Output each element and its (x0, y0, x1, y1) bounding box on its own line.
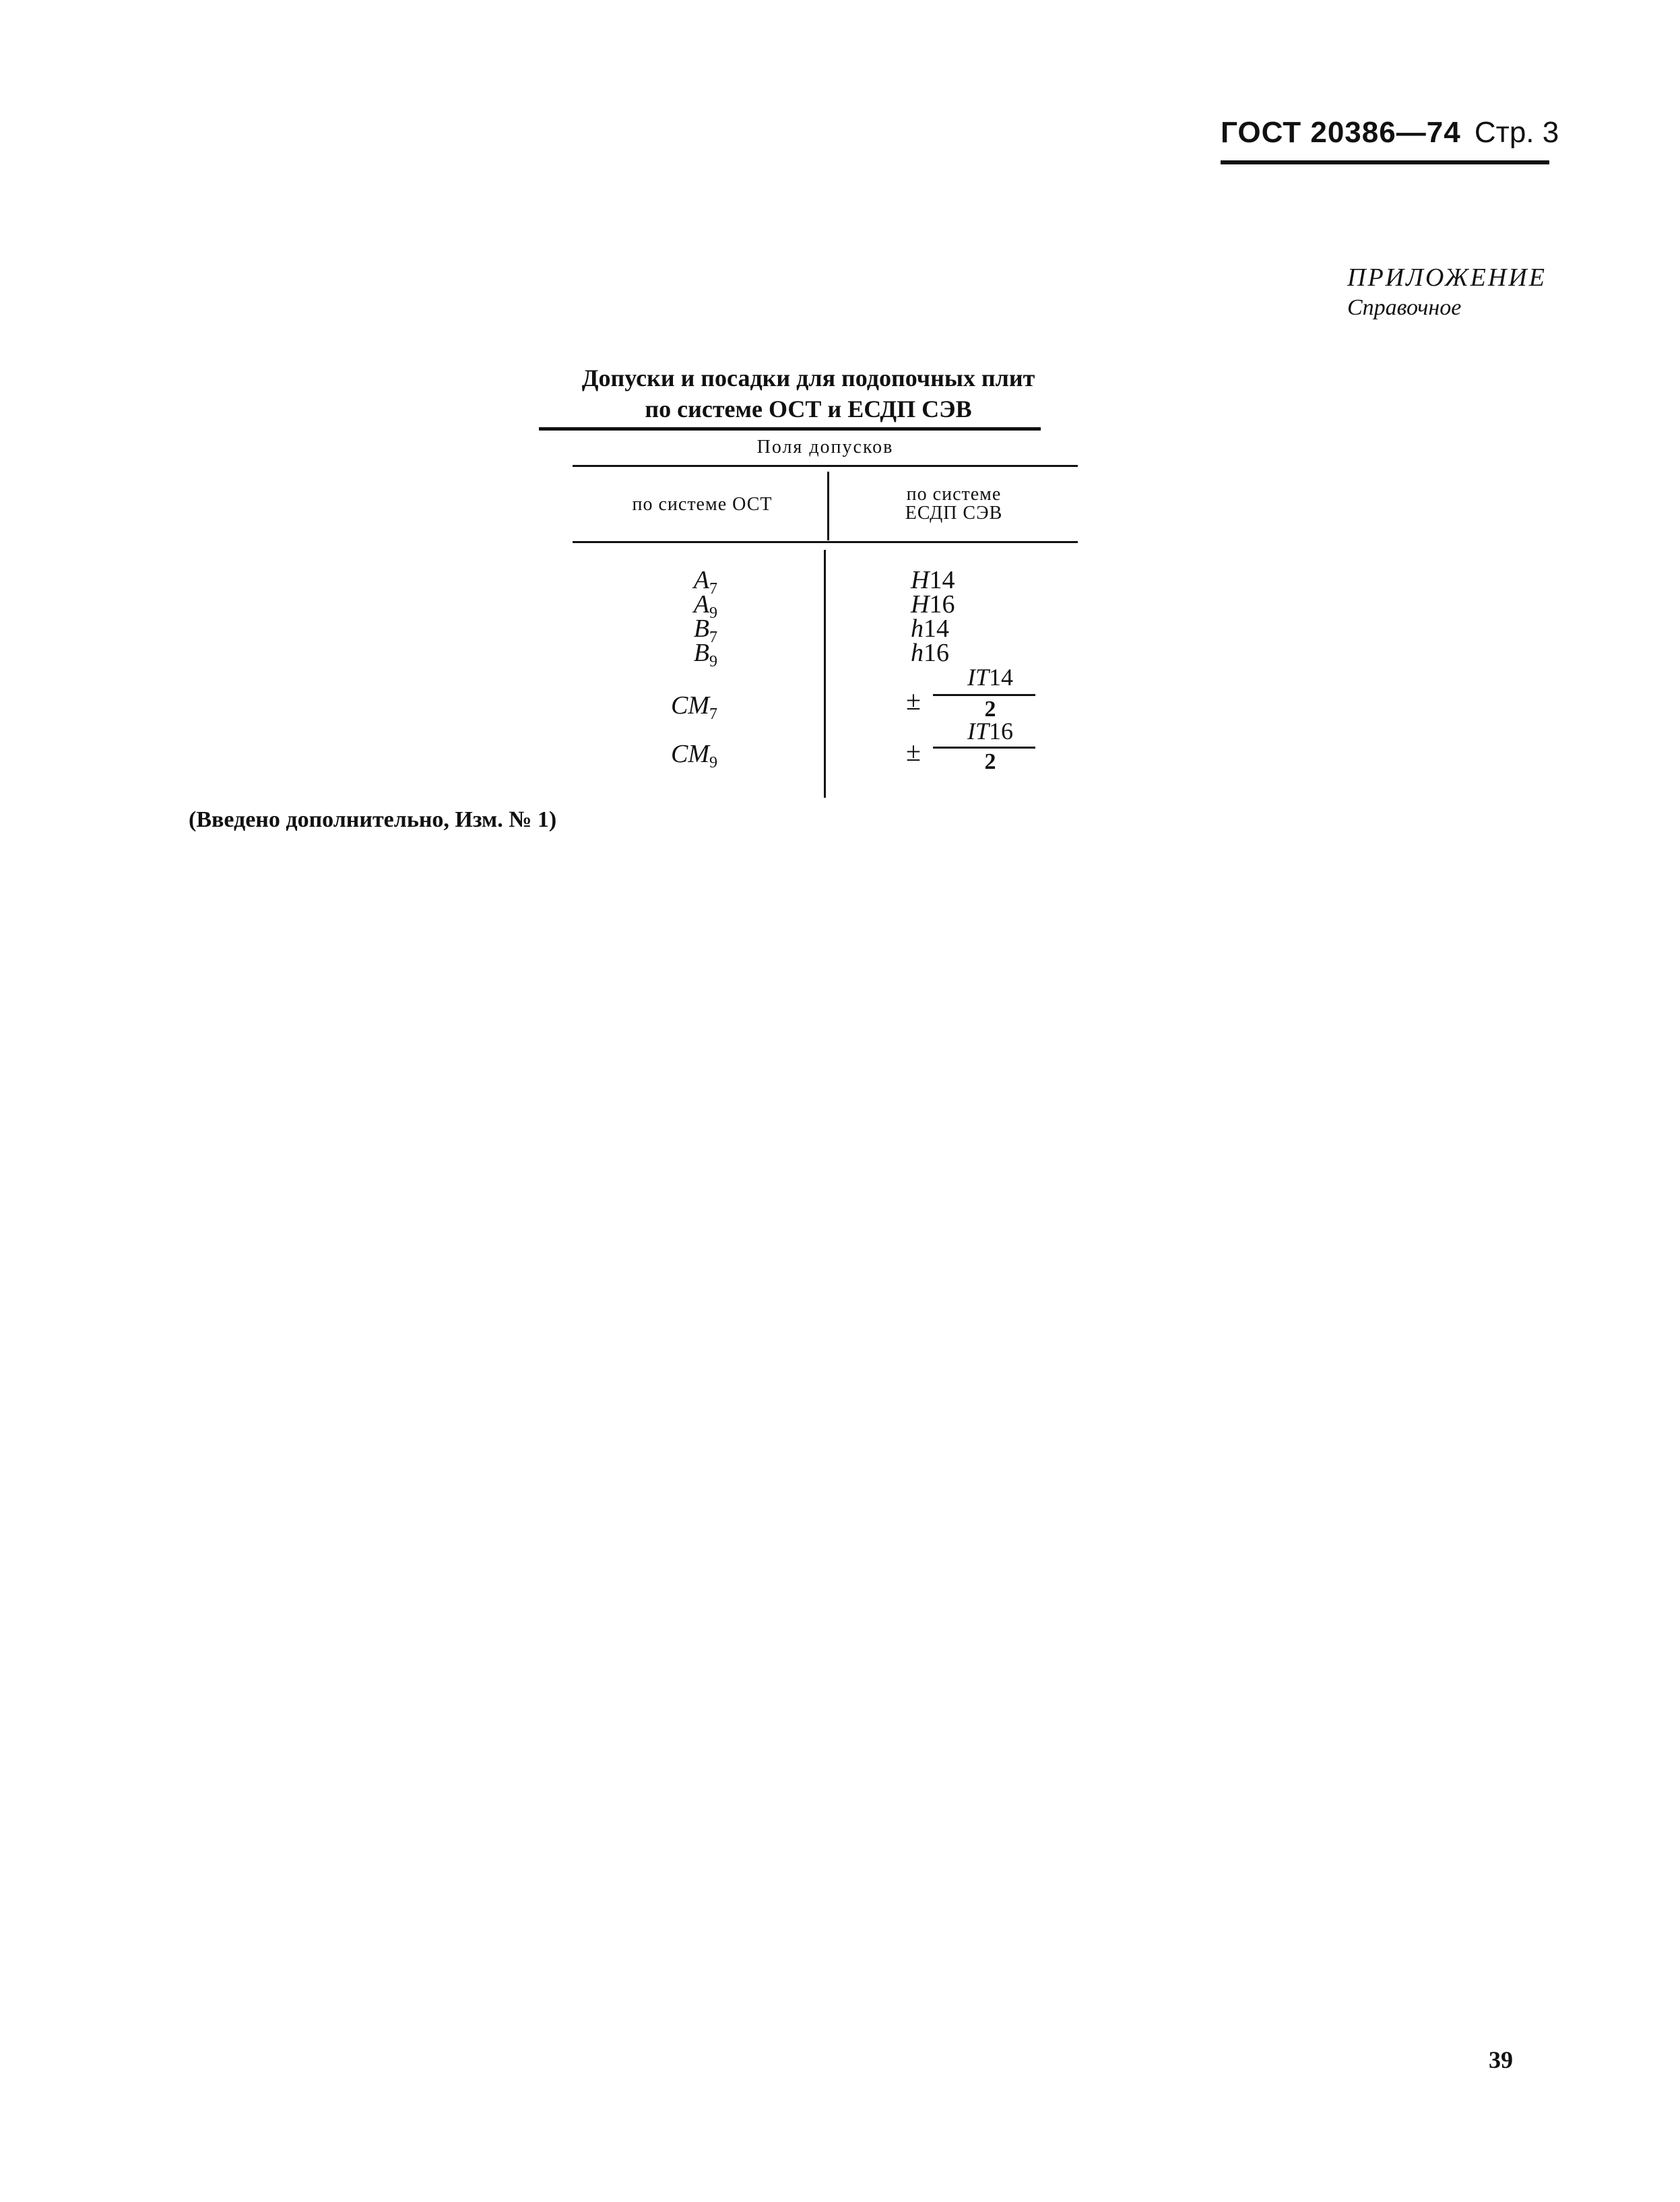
standard-number: ГОСТ 20386—74 (1221, 116, 1461, 149)
ost-symbol: B (693, 615, 709, 643)
amendment-note: (Введено дополнительно, Изм. № 1) (189, 807, 557, 832)
ost-subscript: 7 (709, 629, 717, 646)
page-header (1221, 116, 1559, 150)
table-title-line-2: по системе ОСТ и ЕСДП СЭВ (645, 396, 972, 422)
plus-minus-sign: ± (906, 685, 921, 716)
header-rule (1221, 160, 1549, 164)
fraction-denominator: 2 (984, 749, 996, 774)
ost-cell (623, 693, 717, 727)
numerator-value: 14 (989, 664, 1013, 691)
ost-subscript: 9 (709, 754, 717, 772)
ost-symbol: A (693, 590, 709, 619)
fraction-numerator (943, 663, 1037, 691)
fraction-bar (933, 747, 1035, 749)
ost-subscript: 9 (709, 653, 717, 670)
esdp-cell (911, 640, 949, 666)
esdp-cell (911, 616, 949, 641)
esdp-symbol: h (911, 639, 924, 667)
ost-cell (623, 640, 717, 674)
appendix-title: ПРИЛОЖЕНИЕ (1347, 263, 1547, 292)
esdp-cell (911, 592, 955, 617)
page-number: 39 (1489, 2046, 1513, 2073)
plus-minus-sign: ± (906, 736, 921, 767)
column-header-esdp-line-1: по системе (906, 484, 1002, 505)
esdp-symbol: H (911, 590, 930, 619)
column-header-esdp-line-2: ЕСДП СЭВ (905, 503, 1003, 524)
fraction-bar (933, 694, 1035, 696)
table-title (539, 363, 1078, 424)
ost-symbol: A (693, 566, 709, 594)
esdp-value: 16 (924, 639, 949, 667)
ost-subscript: 7 (709, 705, 717, 723)
ost-symbol: CM (671, 691, 709, 720)
numerator-symbol: IT (967, 664, 989, 691)
table-top-rule (539, 427, 1041, 431)
esdp-symbol: h (911, 615, 924, 643)
group-header: Поля допусков (756, 437, 894, 458)
esdp-value: 16 (929, 590, 955, 619)
ost-symbol: B (693, 639, 709, 667)
column-divider-body (824, 550, 826, 798)
fraction-numerator (943, 717, 1037, 745)
ost-symbol: CM (671, 740, 709, 768)
numerator-value: 16 (989, 718, 1013, 745)
column-header-ost: по системе ОСТ (632, 494, 773, 515)
appendix-kind: Справочное (1347, 295, 1462, 320)
esdp-cell (911, 567, 955, 593)
ost-subscript: 9 (709, 604, 717, 622)
esdp-symbol: H (911, 566, 930, 594)
column-header-esdp (830, 485, 1078, 523)
esdp-value: 14 (924, 615, 949, 643)
esdp-value: 14 (929, 566, 955, 594)
fraction-denominator: 2 (984, 697, 996, 722)
group-header-rule (573, 465, 1078, 467)
ost-cell (623, 741, 717, 776)
ost-subscript: 7 (709, 580, 717, 598)
page-label: Стр. 3 (1474, 116, 1559, 149)
numerator-symbol: IT (967, 718, 989, 745)
table-title-line-1: Допуски и посадки для подопочных плит (581, 365, 1035, 391)
column-header-rule (573, 541, 1078, 543)
